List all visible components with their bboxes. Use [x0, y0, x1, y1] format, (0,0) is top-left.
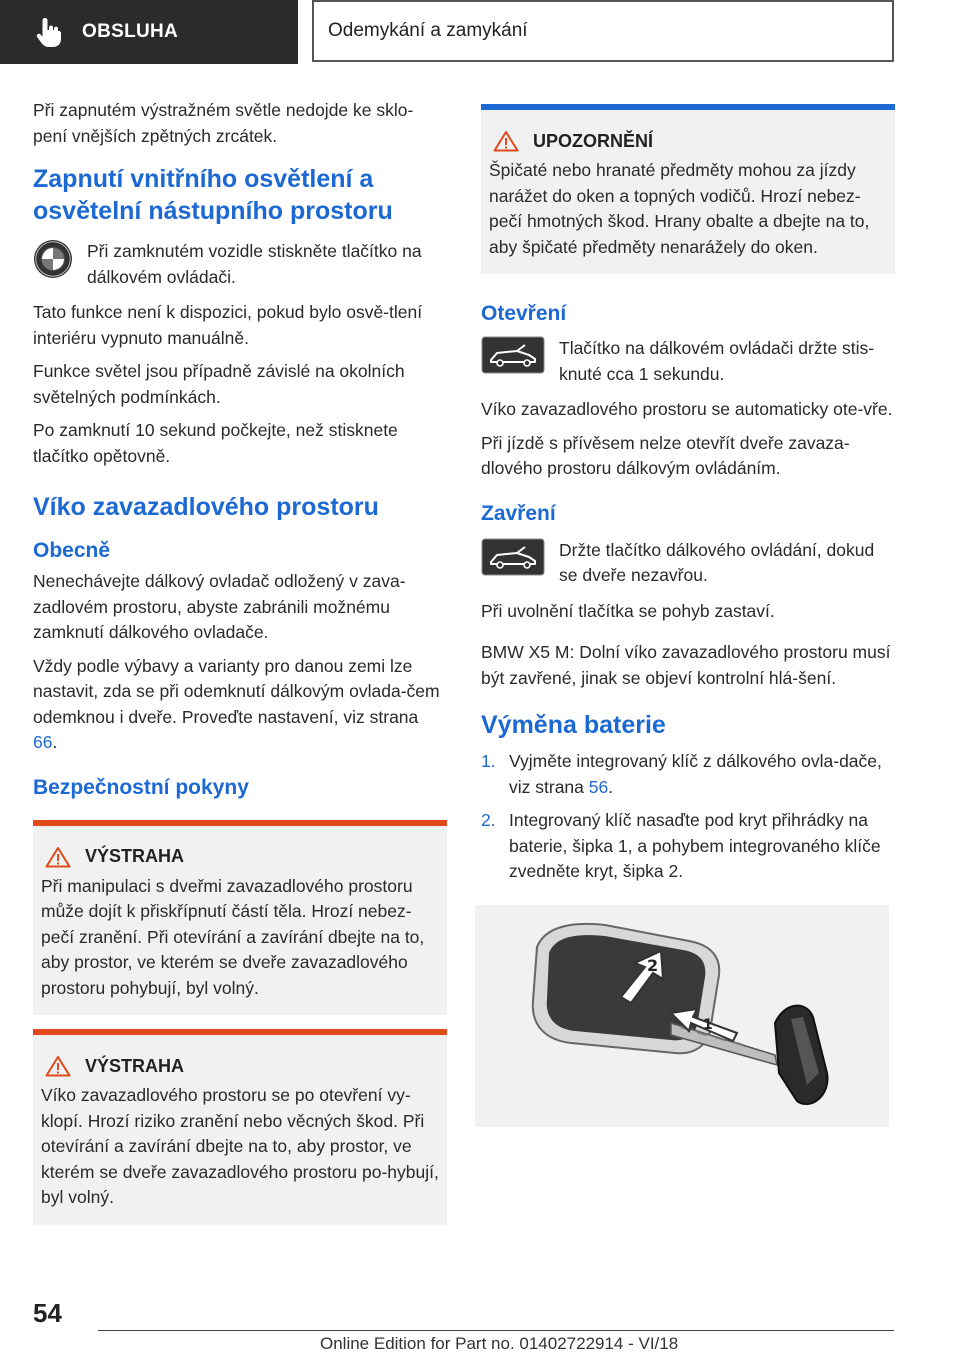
notice-title — [489, 130, 887, 152]
page-link-56[interactable]: 56 — [588, 776, 609, 797]
warning-body-2: Víko zavazadlového prostoru se po otevření vy-klopí. Hrozí riziko zranění nebo věcných škod. Při otevírání a zavírání dbejte na to, aby prostor, ve kterém se dveře zavazadlového prostoru po-hybují, byl volný. — [41, 1085, 439, 1207]
paragraph-wait: Po zamknutí 10 sekund počkejte, než stisknete tlačítko opětovně. — [33, 420, 398, 466]
section-tab-label: OBSLUHA — [82, 21, 179, 42]
warning-box-2 — [33, 1029, 447, 1225]
step-number: 2. — [481, 810, 496, 830]
page-number: 54 — [33, 1298, 62, 1328]
warning-box-1 — [33, 820, 447, 1016]
paragraph-not-available: Tato funkce není k dispozici, pokud bylo osvě-tlení interiéru vypnuto manuálně. — [33, 302, 423, 348]
battery-steps — [481, 749, 895, 885]
heading-closing: Zavření — [481, 501, 556, 525]
warning-body-1: Při manipulaci s dveřmi zavazadlového prostoru může dojít k přiskřípnutí částí těla. Hrozí nebez-pečí zranění. Při otevírání a zavírání dbejte na to, aby prostor, ve kterém se dveře zavazadlového prostoru pohybují, byl volný. — [41, 875, 425, 998]
paragraph-trailer: Při jízdě s přívěsem nelze otevřít dveře zavaza-dlového prostoru dálkovým ovládáním. — [481, 432, 850, 478]
tailgate-button-icon — [481, 538, 545, 576]
left-column — [33, 98, 447, 1239]
key-battery-illustration — [475, 905, 889, 1127]
paragraph-general: Nenechávejte dálkový ovladač odložený v zava-zadlovém prostoru, abyste zabránili možnému zamknutí dálkového ovladače. — [33, 571, 406, 642]
warning-title-text-2: VÝSTRAHA — [85, 1055, 185, 1076]
heading-opening: Otevření — [481, 302, 567, 325]
notice-box — [481, 104, 895, 274]
warning-title-text-1: VÝSTRAHA — [85, 846, 185, 866]
page-link-66[interactable]: 66 — [33, 732, 53, 752]
heading-battery: Výměna baterie — [481, 711, 666, 739]
paragraph-opening-auto: Víko zavazadlového prostoru se automaticky ote-vře. — [481, 399, 893, 419]
warning-triangle-icon — [493, 130, 519, 152]
paragraph-config — [33, 654, 447, 756]
paragraph-config-text: Vždy podle výbavy a varianty pro danou zemi lze nastavit, zda se při odemknutí dálkovým ovlada-čem odemknou i dveře. Proveďte nastavení, viz strana — [33, 655, 440, 727]
chapter-title: Odemykání a zamykání — [312, 0, 894, 62]
paragraph-closing-release: Při uvolnění tlačítka se pohyb zastaví. — [481, 600, 775, 621]
section-tab — [0, 0, 298, 64]
step-text: Integrovaný klíč nasaďte pod kryt přihrádky na baterie, šipka 1, a pohybem integrovaného klíče zvedněte kryt, šipka 2. — [509, 810, 881, 881]
footer-divider — [98, 1330, 894, 1331]
paragraph-x5m: BMW X5 M: Dolní víko zavazadlového prostoru musí být zavřené, jinak se objeví kontrolní hlá-šení. — [481, 642, 891, 688]
warning-triangle-icon — [45, 846, 71, 868]
opening-button-text: Tlačítko na dálkovém ovládači držte stis-knuté cca 1 sekundu. — [559, 338, 875, 384]
heading-interior-light: Zapnutí vnitřního osvětlení a osvětelní nástupního prostoru — [33, 165, 393, 225]
arrow-2-label: 2 — [647, 955, 659, 975]
bmw-logo-icon — [33, 239, 73, 279]
hand-pointer-icon — [34, 16, 64, 48]
step-text-end: . — [608, 776, 614, 797]
warning-title-2 — [41, 1055, 439, 1077]
heading-safety: Bezpečnostní pokyny — [33, 775, 249, 799]
opening-button-row — [481, 336, 895, 387]
notice-title-text: UPOZORNĚNÍ — [533, 130, 654, 151]
footer-edition: Online Edition for Part no. 01402722914 - VI/18 — [320, 1334, 679, 1353]
step-text-body: Vyjměte integrovaný klíč z dálkového ovla-dače, viz strana — [509, 751, 882, 797]
list-item — [481, 749, 895, 800]
heading-general: Obecně — [33, 539, 111, 562]
notice-body: Špičaté nebo hranaté předměty mohou za jízdy narážet do oken a topných vodičů. Hrozí nebez-pečí hmotných škod. Hrany obalte a dbejte na to, aby špičaté předměty nenarážely do oken. — [489, 160, 870, 257]
warning-title-1 — [41, 846, 439, 868]
right-column — [481, 104, 895, 1127]
list-item — [481, 808, 895, 885]
step-text — [509, 749, 895, 800]
warning-triangle-icon — [45, 1055, 71, 1077]
paragraph-mirrors: Při zapnutém výstražném světle nedojde ke sklo-pení vnějších zpětných zrcátek. — [33, 100, 414, 146]
press-button-text: Při zamknutém vozidle stiskněte tlačítko na dálkovém ovládači. — [87, 241, 422, 287]
arrow-1-label: 1 — [703, 1016, 713, 1033]
closing-button-text: Držte tlačítko dálkového ovládání, dokud se dveře nezavřou. — [559, 539, 875, 585]
paragraph-config-end: . — [52, 732, 58, 752]
press-button-row — [33, 239, 447, 290]
closing-button-row — [481, 538, 895, 589]
tailgate-button-icon — [481, 336, 545, 374]
paragraph-light-functions: Funkce světel jsou případně závislé na okolních světelných podmínkách. — [33, 361, 405, 407]
heading-tailgate: Víko zavazadlového prostoru — [33, 493, 379, 521]
step-number: 1. — [481, 751, 496, 771]
